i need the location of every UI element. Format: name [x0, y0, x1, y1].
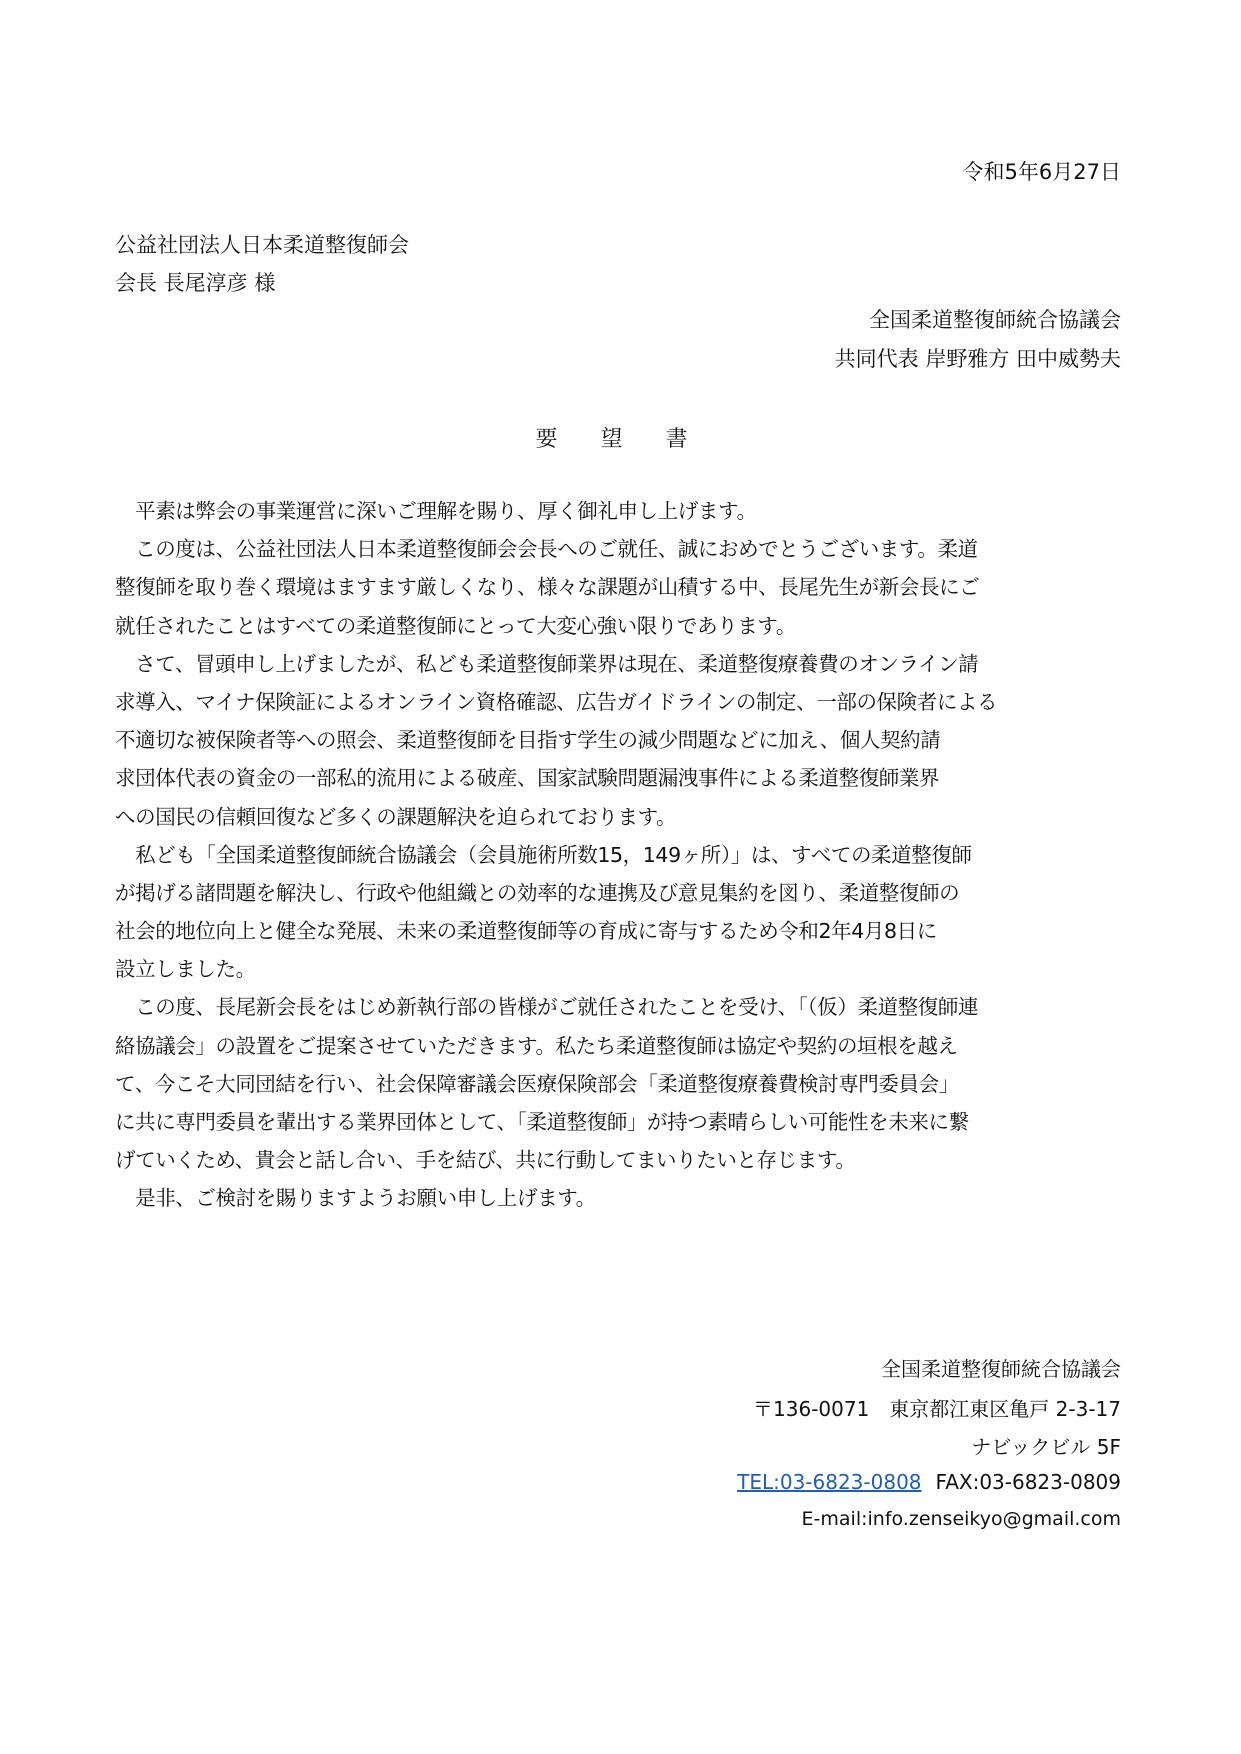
document-title: 要 望 書	[535, 427, 706, 452]
body-line: 整復師を取り巻く環境はますます厳しくなり、様々な課題が山積する中、長尾先生が新会長にご	[115, 575, 980, 600]
body-line: 私ども「全国柔道整復師統合協議会（会員施術所数15，149ヶ所）」は、すべての柔道整復師	[115, 842, 972, 867]
sender-organization: 全国柔道整復師統合協議会	[869, 308, 1121, 332]
body-line: この度、長尾新会長をはじめ新執行部の皆様がご就任されたことを受け、「（仮）柔道整復師連	[115, 995, 979, 1020]
body-line: 設立しました。	[115, 957, 256, 982]
document-date: 令和5年6月27日	[962, 160, 1121, 184]
tel-link[interactable]: TEL:03-6823-0808	[737, 1470, 922, 1494]
body-line: 絡協議会」の設置をご提案させていただきます。私たち柔道整復師は協定や契約の垣根を越え	[115, 1033, 958, 1058]
body-line: 就任されたことはすべての柔道整復師にとって大変心強い限りであります。	[115, 613, 796, 638]
body-line: への国民の信頼回復など多くの課題解決を迫られております。	[115, 804, 677, 829]
body-line: 求導入、マイナ保険証によるオンライン資格確認、広告ガイドラインの制定、一部の保険者による	[115, 689, 998, 714]
body-line: 不適切な被保険者等への照会、柔道整復師を目指す学生の減少問題などに加え、個人契約請	[115, 728, 941, 753]
recipient-name: 会長 長尾淳彦 様	[115, 271, 276, 295]
recipient-organization: 公益社団法人日本柔道整復師会	[115, 233, 409, 257]
body-line: て、今こそ大同団結を行い、社会保障審議会医療保険部会「柔道整復療養費検討専門委員会」	[115, 1071, 959, 1096]
body-line: げていくため、貴会と話し合い、手を結び、共に行動してまいりたいと存じます。	[115, 1148, 856, 1173]
body-line: この度は、公益社団法人日本柔道整復師会会長へのご就任、誠におめでとうございます。柔道	[115, 537, 978, 562]
body-line: 是非、ご検討を賜りますようお願い申し上げます。	[115, 1186, 596, 1211]
footer-building: ナビックビル 5F	[971, 1435, 1121, 1459]
body-line: に共に専門委員を輩出する業界団体として、「柔道整復師」が持つ素晴らしい可能性を未来に繋	[115, 1110, 969, 1134]
footer-contact	[737, 1470, 1121, 1494]
sender-representatives: 共同代表 岸野雅方 田中威勢夫	[834, 347, 1121, 371]
body-line: さて、冒頭申し上げましたが、私ども柔道整復師業界は現在、柔道整復療養費のオンライン請	[115, 651, 979, 676]
body-line: 求団体代表の資金の一部私的流用による破産、国家試験問題漏洩事件による柔道整復師業界	[115, 766, 940, 791]
footer-organization: 全国柔道整復師統合協議会	[881, 1357, 1121, 1381]
footer-address: 〒136-0071 東京都江東区亀戸 2-3-17	[753, 1397, 1121, 1421]
footer-email: E-mail:info.zenseikyo@gmail.com	[801, 1508, 1121, 1530]
body-line: 社会的地位向上と健全な発展、未来の柔道整復師等の育成に寄与するため令和2年4月8日に	[115, 919, 937, 944]
fax-number: FAX:03-6823-0809	[935, 1470, 1121, 1494]
body-line: 平素は弊会の事業運営に深いご理解を賜り、厚く御礼申し上げます。	[115, 499, 757, 523]
letter-body	[115, 492, 1125, 1218]
body-line: が掲げる諸問題を解決し、行政や他組織との効率的な連携及び意見集約を図り、柔道整復師の	[115, 880, 960, 905]
